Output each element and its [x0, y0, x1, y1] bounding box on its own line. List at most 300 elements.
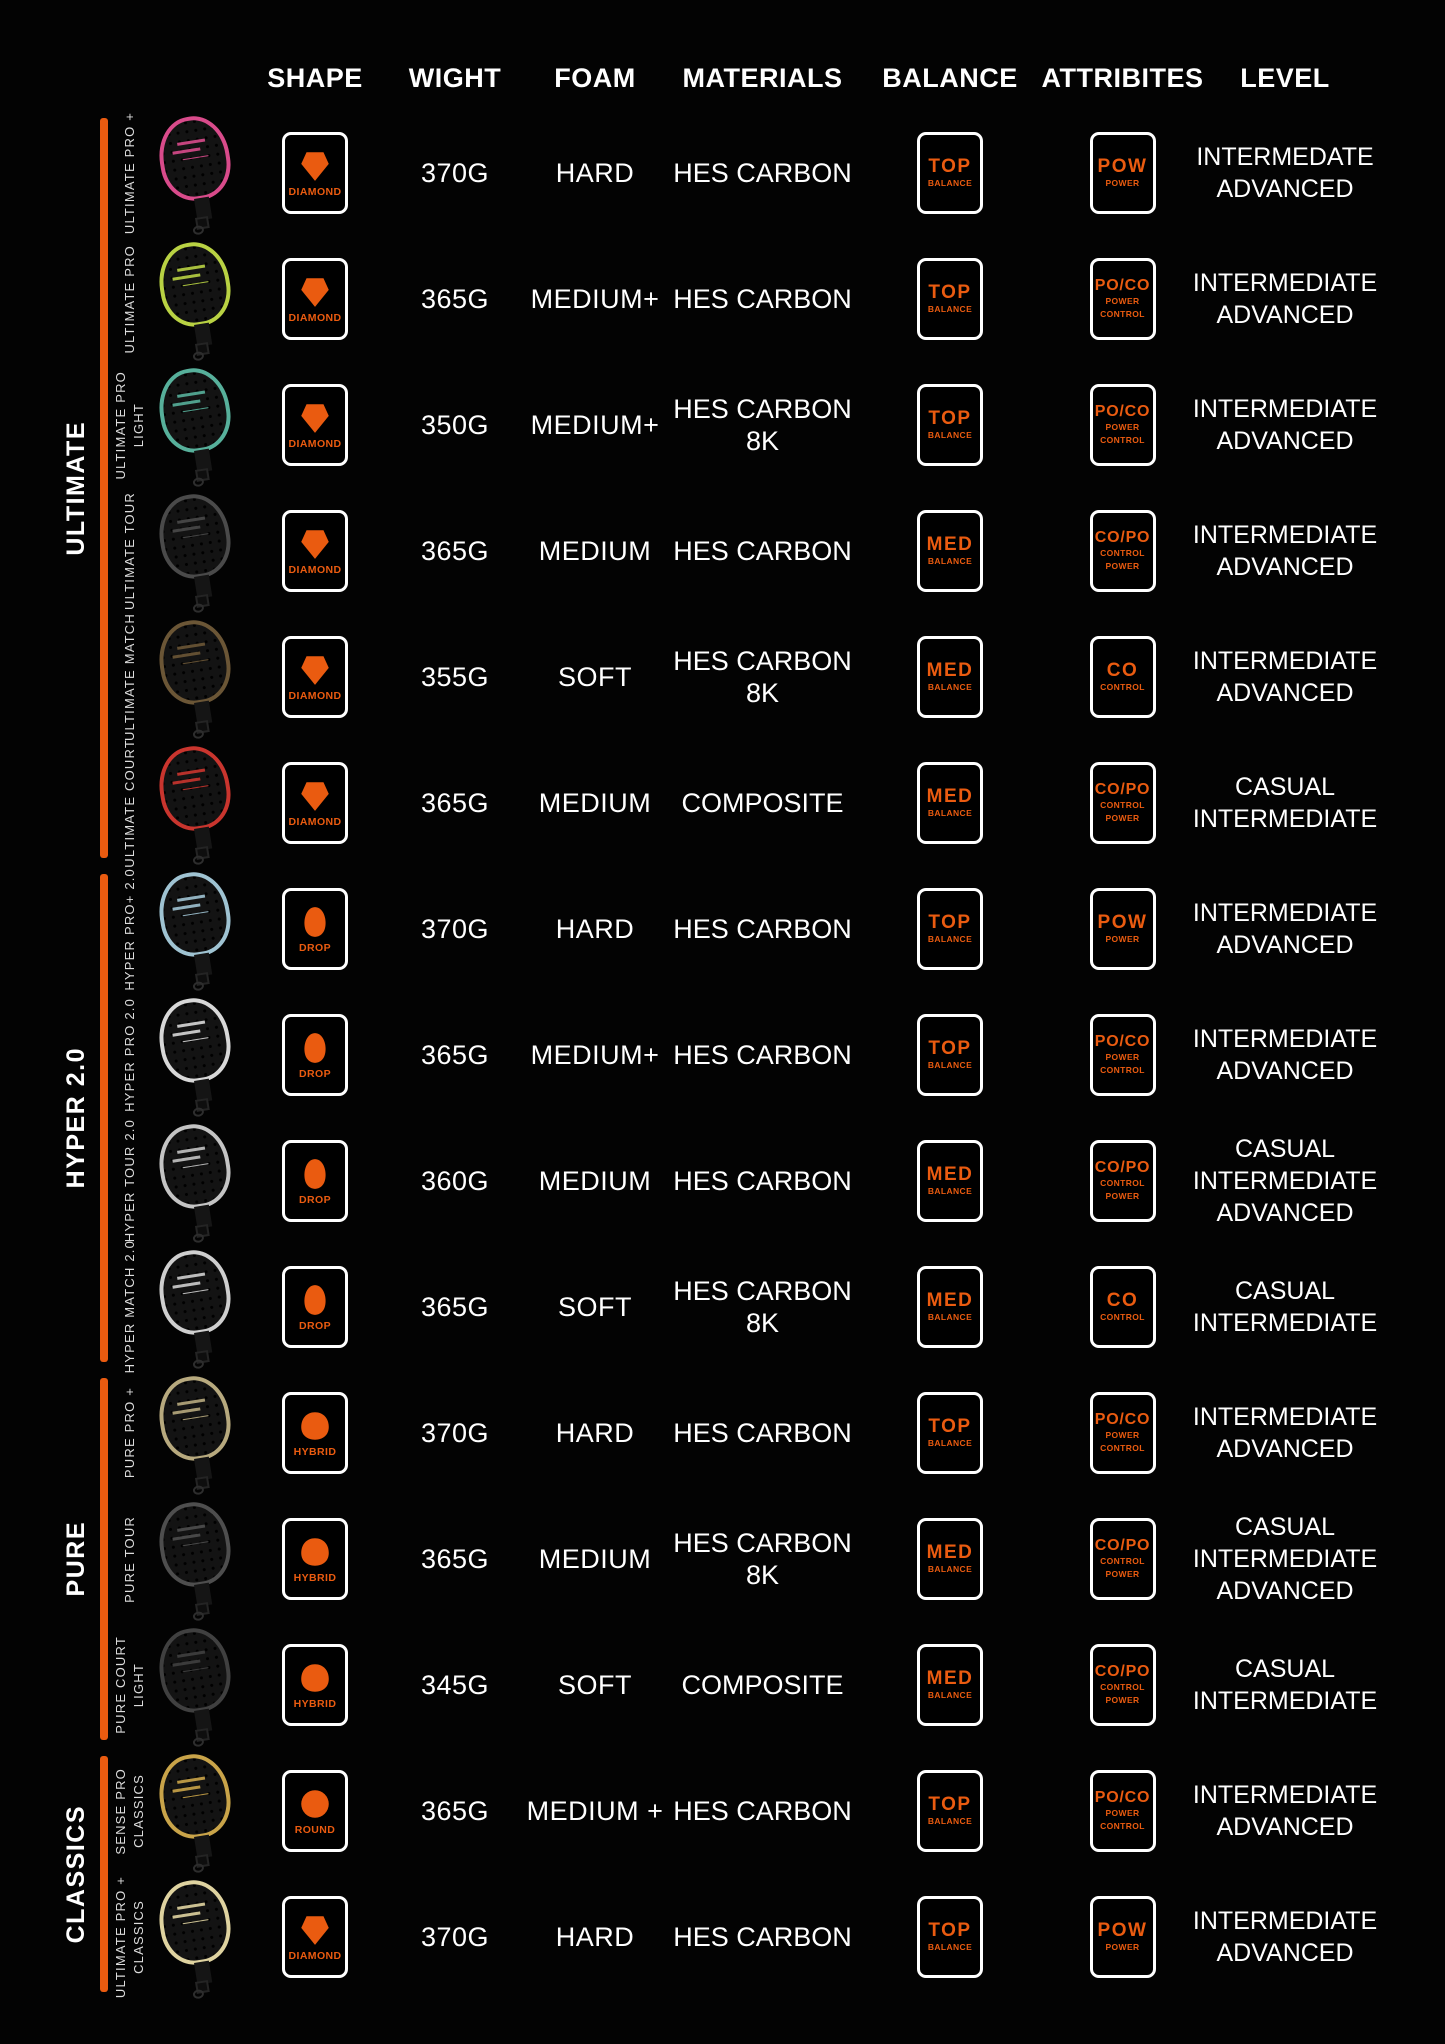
attributes-sub: POWER [1105, 1191, 1140, 1201]
shape-badge [282, 1644, 348, 1726]
attributes-main: CO/PO [1094, 528, 1151, 546]
balance-cell [860, 1496, 1040, 1622]
attributes-cell [1040, 740, 1205, 866]
weight-cell [385, 1874, 525, 2000]
table-header [0, 0, 1445, 110]
attributes-cell [1040, 1244, 1205, 1370]
attributes-sub: POWER [1105, 421, 1140, 432]
shape-cell [245, 1496, 385, 1622]
shape-badge-label: HYBRID [293, 1446, 337, 1458]
weight-cell [385, 488, 525, 614]
balance-main: TOP [928, 911, 972, 933]
attributes-badge [1090, 1266, 1156, 1348]
foam-cell [525, 236, 665, 362]
column-header-level: LEVEL [1240, 63, 1330, 93]
diamond-icon [297, 778, 333, 814]
balance-cell [860, 1622, 1040, 1748]
foam-value: MEDIUM [538, 787, 652, 818]
racket-loop [192, 1611, 204, 1622]
shape-badge-label: DIAMOND [288, 1950, 342, 1962]
group-bar-cell [95, 866, 108, 1370]
attributes-cell [1040, 362, 1205, 488]
shape-cell [245, 1622, 385, 1748]
shape-badge-label: DIAMOND [288, 564, 342, 576]
shape-badge [282, 384, 348, 466]
attributes-badge [1090, 258, 1156, 340]
balance-badge [917, 1896, 983, 1978]
racket-head [153, 867, 235, 961]
shape-cell [245, 1874, 385, 2000]
racket-head [153, 489, 235, 583]
balance-badge [917, 1392, 983, 1474]
column-header-weight: WIGHT [408, 63, 502, 93]
weight-value: 365G [420, 1291, 490, 1322]
balance-sub: BALANCE [927, 1689, 973, 1700]
balance-badge [917, 1770, 983, 1852]
model-name-line: HYPER MATCH 2.0 [121, 1240, 137, 1374]
model-name [108, 1874, 150, 2000]
group-label [0, 110, 95, 866]
attributes-cell [1040, 866, 1205, 992]
balance-sub: BALANCE [927, 429, 973, 440]
racket-loop [192, 1359, 204, 1370]
balance-badge [917, 762, 983, 844]
racket-head [153, 1119, 235, 1213]
attributes-main: PO/CO [1094, 1032, 1151, 1050]
balance-sub: BALANCE [927, 177, 973, 188]
materials-cell [665, 1748, 860, 1874]
shape-cell [245, 866, 385, 992]
racket-image [145, 1494, 250, 1624]
group-label [0, 866, 95, 1370]
foam-cell [525, 1874, 665, 2000]
weight-value: 370G [420, 913, 490, 944]
attributes-cell [1040, 614, 1205, 740]
diamond-icon [297, 1912, 333, 1948]
balance-main: MED [926, 533, 974, 555]
foam-value: SOFT [558, 661, 632, 692]
shape-cell [245, 614, 385, 740]
racket-cell [150, 110, 245, 236]
shape-cell [245, 110, 385, 236]
shape-cell [245, 1748, 385, 1874]
shape-badge-label: DROP [299, 1320, 331, 1332]
attributes-sub: CONTROL [1100, 1311, 1145, 1322]
weight-value: 350G [420, 409, 490, 440]
materials-cell [665, 362, 860, 488]
group-accent-bar [100, 874, 108, 1362]
racket-head [153, 1875, 235, 1969]
attributes-main: CO [1106, 1289, 1139, 1311]
shape-badge [282, 762, 348, 844]
model-name-line: ULTIMATE PRO [112, 370, 128, 480]
level-cell [1192, 1118, 1378, 1244]
racket-cell [150, 992, 245, 1118]
foam-value: MEDIUM [538, 1543, 652, 1574]
shape-badge [282, 636, 348, 718]
level-value: CASUAL INTERMEDIATE [1192, 1655, 1378, 1715]
attributes-sub: POWER [1105, 1569, 1140, 1579]
balance-badge [917, 1266, 983, 1348]
shape-badge [282, 1392, 348, 1474]
weight-cell [385, 614, 525, 740]
hybrid-icon [297, 1534, 333, 1570]
level-value: INTERMEDIATE ADVANCED [1192, 1907, 1378, 1967]
attributes-sub: CONTROL [1100, 1065, 1145, 1075]
group-label-text: PURE [62, 1521, 90, 1597]
racket-cell [150, 866, 245, 992]
balance-sub: BALANCE [927, 1059, 973, 1070]
level-value: CASUAL INTERMEDIATE ADVANCED [1192, 1135, 1378, 1227]
racket-loop [192, 729, 204, 740]
balance-cell [860, 488, 1040, 614]
model-name-line: ULTIMATE PRO + [112, 1875, 128, 1999]
foam-cell [525, 614, 665, 740]
table-body [0, 110, 1445, 2000]
balance-cell [860, 236, 1040, 362]
weight-cell [385, 1118, 525, 1244]
attributes-sub: CONTROL [1100, 1681, 1145, 1692]
attributes-sub: POWER [1105, 295, 1140, 306]
diamond-icon [297, 274, 333, 310]
materials-cell [665, 1244, 860, 1370]
racket-image [145, 1620, 250, 1750]
shape-badge [282, 1896, 348, 1978]
attributes-cell [1040, 1874, 1205, 2000]
weight-value: 360G [420, 1165, 490, 1196]
racket-cell [150, 1622, 245, 1748]
model-name-line: ULTIMATE PRO + [121, 111, 137, 235]
racket-head [153, 615, 235, 709]
balance-badge [917, 384, 983, 466]
model-name-line: PURE PRO + [121, 1387, 137, 1479]
racket-loop [192, 1989, 204, 2000]
group-label [0, 1748, 95, 2000]
racket-loop [192, 1485, 204, 1496]
shape-badge [282, 258, 348, 340]
racket-image [145, 108, 250, 238]
shape-cell [245, 992, 385, 1118]
level-value: CASUAL INTERMEDIATE [1192, 773, 1378, 833]
level-cell [1192, 1874, 1378, 2000]
balance-sub: BALANCE [927, 1815, 973, 1826]
model-name-line: HYPER PRO+ 2.0 [121, 867, 137, 991]
model-name-line: ULTIMATE COURT [121, 738, 137, 868]
level-value: INTERMEDIATE ADVANCED [1192, 395, 1378, 455]
balance-sub: BALANCE [927, 1185, 973, 1196]
shape-cell [245, 362, 385, 488]
balance-badge [917, 258, 983, 340]
foam-value: SOFT [558, 1669, 632, 1700]
attributes-sub: CONTROL [1100, 309, 1145, 319]
materials-cell [665, 236, 860, 362]
model-name [108, 1240, 150, 1374]
column-header-balance: BALANCE [882, 63, 1018, 93]
balance-badge [917, 1140, 983, 1222]
attributes-cell [1040, 236, 1205, 362]
racket-loop [192, 351, 204, 362]
racket-head [153, 1371, 235, 1465]
model-name-line: CLASSICS [130, 1774, 146, 1848]
racket-cell [150, 1118, 245, 1244]
attributes-main: PO/CO [1094, 1410, 1151, 1428]
column-header-attributes: ATTRIBITES [1041, 63, 1204, 93]
shape-badge-label: DROP [299, 942, 331, 954]
diamond-icon [297, 148, 333, 184]
hybrid-icon [297, 1408, 333, 1444]
level-cell [1192, 1622, 1378, 1748]
racket-head [153, 993, 235, 1087]
weight-value: 365G [420, 1543, 490, 1574]
racket-head [153, 237, 235, 331]
racket-loop [192, 1107, 204, 1118]
balance-sub: BALANCE [927, 1941, 973, 1952]
racket-cell [150, 488, 245, 614]
model-name [108, 1370, 150, 1496]
shape-badge [282, 1518, 348, 1600]
attributes-main: CO/PO [1094, 1536, 1151, 1554]
attributes-badge [1090, 762, 1156, 844]
attributes-sub: POWER [1105, 561, 1140, 571]
weight-value: 365G [420, 1795, 490, 1826]
racket-loop [192, 225, 204, 236]
balance-main: TOP [928, 1037, 972, 1059]
shape-cell [245, 236, 385, 362]
weight-value: 355G [420, 661, 490, 692]
racket-loop [192, 1863, 204, 1874]
group-label-text: ULTIMATE [62, 420, 90, 556]
foam-cell [525, 1370, 665, 1496]
weight-cell [385, 1370, 525, 1496]
foam-value: HARD [555, 1417, 635, 1448]
balance-cell [860, 992, 1040, 1118]
diamond-icon [297, 652, 333, 688]
racket-image [145, 1116, 250, 1246]
shape-cell [245, 488, 385, 614]
attributes-badge [1090, 1896, 1156, 1978]
materials-cell [665, 488, 860, 614]
group-label-text: HYPER 2.0 [62, 1047, 90, 1189]
balance-cell [860, 1244, 1040, 1370]
attributes-badge [1090, 636, 1156, 718]
level-cell [1192, 1370, 1378, 1496]
attributes-sub: POWER [1105, 813, 1140, 823]
level-cell [1192, 1244, 1378, 1370]
shape-cell [245, 1118, 385, 1244]
level-value: CASUAL INTERMEDIATE ADVANCED [1192, 1513, 1378, 1605]
racket-loop [192, 981, 204, 992]
balance-main: MED [926, 659, 974, 681]
foam-cell [525, 1622, 665, 1748]
attributes-main: PO/CO [1094, 1788, 1151, 1806]
balance-main: MED [926, 1667, 974, 1689]
weight-cell [385, 236, 525, 362]
attributes-sub: POWER [1105, 1807, 1140, 1818]
level-value: INTERMEDIATE ADVANCED [1192, 521, 1378, 581]
attributes-sub: CONTROL [1100, 799, 1145, 810]
weight-cell [385, 740, 525, 866]
balance-main: MED [926, 1289, 974, 1311]
materials-value: HES CARBON 8K [673, 645, 852, 708]
shape-badge [282, 1140, 348, 1222]
materials-value: HES CARBON [673, 535, 852, 566]
racket-cell [150, 614, 245, 740]
level-cell [1192, 236, 1378, 362]
shape-badge-label: DROP [299, 1194, 331, 1206]
racket-image [145, 360, 250, 490]
attributes-main: CO/PO [1094, 1662, 1151, 1680]
attributes-main: POW [1097, 911, 1148, 933]
group-accent-bar [100, 1756, 108, 1992]
level-value: INTERMEDIATE ADVANCED [1192, 1025, 1378, 1085]
balance-sub: BALANCE [927, 1311, 973, 1322]
shape-cell [245, 1370, 385, 1496]
model-name [108, 1622, 150, 1748]
weight-value: 370G [420, 157, 490, 188]
model-name [108, 1496, 150, 1622]
materials-value: HES CARBON [673, 157, 852, 188]
foam-cell [525, 1244, 665, 1370]
balance-badge [917, 1014, 983, 1096]
weight-value: 370G [420, 1921, 490, 1952]
materials-cell [665, 740, 860, 866]
balance-main: TOP [928, 407, 972, 429]
weight-cell [385, 866, 525, 992]
shape-badge [282, 132, 348, 214]
attributes-sub: CONTROL [1100, 681, 1145, 692]
model-name-line: ULTIMATE MATCH [121, 612, 137, 742]
weight-cell [385, 1748, 525, 1874]
balance-main: MED [926, 1541, 974, 1563]
level-cell [1192, 740, 1378, 866]
foam-value: HARD [555, 1921, 635, 1952]
shape-badge-label: DIAMOND [288, 438, 342, 450]
balance-badge [917, 1518, 983, 1600]
attributes-main: POW [1097, 1919, 1148, 1941]
model-name-line: LIGHT [130, 402, 146, 448]
model-name [108, 614, 150, 740]
racket-cell [150, 1748, 245, 1874]
level-value: CASUAL INTERMEDIATE [1192, 1277, 1378, 1337]
balance-main: MED [926, 785, 974, 807]
balance-cell [860, 614, 1040, 740]
column-header-materials: MATERIALS [682, 63, 843, 93]
model-name [108, 1118, 150, 1244]
attributes-sub: POWER [1105, 1941, 1140, 1952]
attributes-cell [1040, 488, 1205, 614]
model-name-line: CLASSICS [130, 1900, 146, 1974]
racket-image [145, 1368, 250, 1498]
attributes-badge [1090, 1140, 1156, 1222]
racket-cell [150, 740, 245, 866]
group-accent-bar [100, 118, 108, 858]
attributes-sub: CONTROL [1100, 547, 1145, 558]
attributes-sub: POWER [1105, 177, 1140, 188]
level-value: INTERMEDIATE ADVANCED [1192, 647, 1378, 707]
level-cell [1196, 110, 1374, 236]
foam-value: SOFT [558, 1291, 632, 1322]
balance-sub: BALANCE [927, 1563, 973, 1574]
attributes-cell [1040, 992, 1205, 1118]
attributes-cell [1040, 1370, 1205, 1496]
drop-icon [297, 904, 333, 940]
racket-head [153, 1749, 235, 1843]
group-bar-cell [95, 1370, 108, 1748]
attributes-sub: CONTROL [1100, 1443, 1145, 1453]
foam-cell [525, 488, 665, 614]
materials-cell [665, 992, 860, 1118]
balance-cell [860, 1370, 1040, 1496]
shape-badge-label: DIAMOND [288, 690, 342, 702]
shape-badge [282, 1770, 348, 1852]
hybrid-icon [297, 1660, 333, 1696]
drop-icon [297, 1156, 333, 1192]
shape-badge-label: HYBRID [293, 1698, 337, 1710]
balance-cell [860, 362, 1040, 488]
model-name-line: PURE COURT [112, 1636, 128, 1734]
model-name [108, 1748, 150, 1874]
materials-cell [665, 1370, 860, 1496]
balance-main: TOP [928, 1793, 972, 1815]
racket-image [145, 234, 250, 364]
attributes-main: PO/CO [1094, 402, 1151, 420]
racket-loop [192, 603, 204, 614]
racket-head [153, 111, 235, 205]
racket-image [145, 1242, 250, 1372]
attributes-sub: POWER [1105, 1695, 1140, 1705]
level-cell [1192, 1496, 1378, 1622]
model-name [108, 110, 150, 236]
balance-cell [860, 1748, 1040, 1874]
attributes-cell [1040, 1748, 1205, 1874]
balance-main: TOP [928, 1415, 972, 1437]
weight-value: 345G [420, 1669, 490, 1700]
balance-sub: BALANCE [927, 933, 973, 944]
materials-value: HES CARBON [673, 1165, 852, 1196]
materials-value: HES CARBON [673, 283, 852, 314]
materials-cell [665, 1118, 860, 1244]
balance-sub: BALANCE [927, 555, 973, 566]
racket-image [145, 738, 250, 868]
model-name [108, 488, 150, 614]
attributes-sub: CONTROL [1100, 1821, 1145, 1831]
foam-cell [525, 110, 665, 236]
racket-image [145, 612, 250, 742]
balance-sub: BALANCE [927, 303, 973, 314]
group-bar-cell [95, 110, 108, 866]
group-label [0, 1370, 95, 1748]
foam-cell [525, 740, 665, 866]
foam-value: HARD [555, 913, 635, 944]
racket-head [153, 363, 235, 457]
model-name [108, 740, 150, 866]
materials-cell [665, 614, 860, 740]
diamond-icon [297, 526, 333, 562]
level-cell [1192, 1748, 1378, 1874]
foam-cell [525, 1496, 665, 1622]
attributes-sub: POWER [1105, 933, 1140, 944]
product-group [0, 1370, 1445, 1748]
foam-value: MEDIUM+ [530, 283, 660, 314]
weight-value: 365G [420, 1039, 490, 1070]
model-name-line: HYPER TOUR 2.0 [121, 1119, 137, 1243]
materials-value: HES CARBON 8K [673, 1527, 852, 1590]
balance-sub: BALANCE [927, 1437, 973, 1448]
attributes-main: CO/PO [1094, 1158, 1151, 1176]
attributes-sub: POWER [1105, 1051, 1140, 1062]
model-name-line: PURE TOUR [121, 1515, 137, 1603]
racket-head [153, 1497, 235, 1591]
